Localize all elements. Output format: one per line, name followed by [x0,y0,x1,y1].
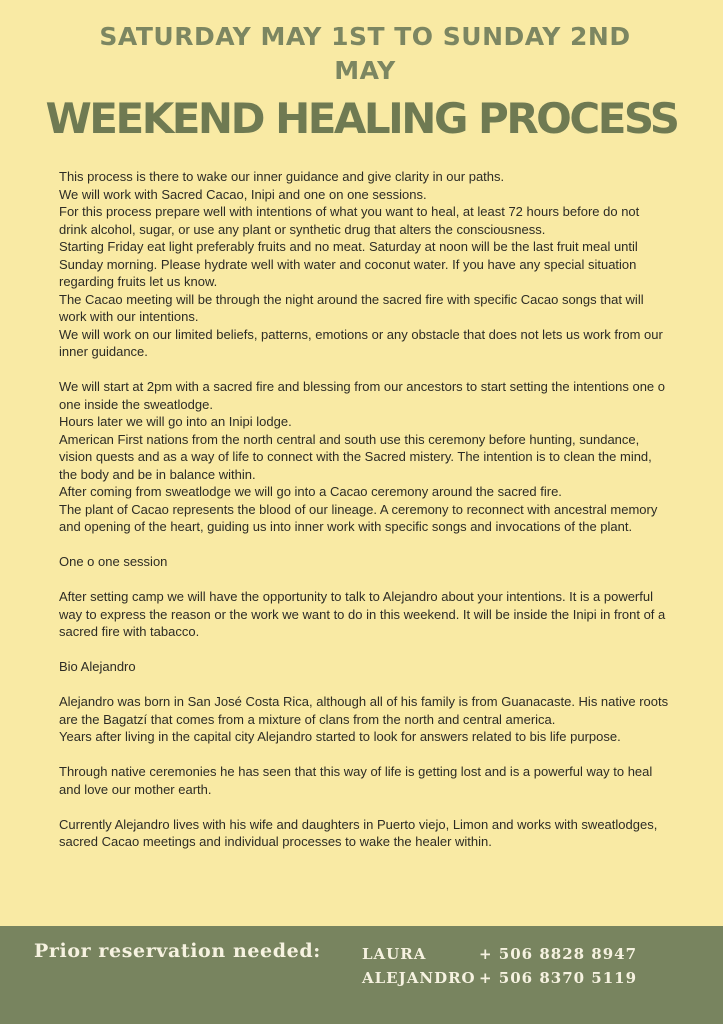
paragraph-spacer [59,798,669,816]
contact-name: ALEJANDRO [362,969,476,987]
paragraph: After setting camp we will have the opportunity to talk to Alejandro about your intentions. It is a powerful way to express the reason or the work we want to do in this weekend. It will be inside the Inipi in front of a sacred fire with tabacco. [59,589,666,639]
event-date: SATURDAY MAY 1ST TO SUNDAY 2ND MAY [99,22,631,85]
paragraph: This process is there to wake our inner guidance and give clarity in our paths. [59,169,505,184]
paragraph: The Cacao meeting will be through the night around the sacred fire with specific Cacao songs that will work with our intentions. [59,291,644,324]
reservation-footer [0,926,723,1024]
paragraph: Years after living in the capital city Alejandro started to look for answers related to bis life purpose. [59,729,621,744]
paragraph: Starting Friday eat light preferably fruits and no meat. Saturday at noon will be the last fruit meal until Sunday morning. Please hydrate well with water and coconut water. If you have any special situation regarding fruits let us know. [59,239,638,289]
paragraph-spacer [59,571,669,589]
paragraph: One o one session [59,554,168,569]
paragraph: For this process prepare well with intentions of what you want to heal, at least 72 hours before do not drink alcohol, sugar, or use any plant or synthetic drug that alters the consciousness. [59,204,640,237]
contact-alejandro [362,969,637,987]
contact-laura [362,945,637,963]
contact-name: LAURA [362,945,427,963]
paragraph: Bio Alejandro [59,659,136,674]
paragraph: We will work on our limited beliefs, patterns, emotions or any obstacle that does not lets us work from our inner guidance. [59,326,663,359]
paragraph: The plant of Cacao represents the blood of our lineage. A ceremony to reconnect with ancestral memory and opening of the heart, guiding us into inner work with specific songs and invocations of the plant. [59,501,658,534]
paragraph-spacer [59,746,669,764]
paragraph: Hours later we will go into an Inipi lodge. [59,414,292,429]
prior-reservation-label: Prior reservation needed: [34,940,321,962]
paragraph: After coming from sweatlodge we will go into a Cacao ceremony around the sacred fire. [59,484,562,499]
paragraph: We will work with Sacred Cacao, Inipi and one on one sessions. [59,186,427,202]
paragraph: Through native ceremonies he has seen that this way of life is getting lost and is a powerful way to heal and love our mother earth. [59,764,653,797]
paragraph: We will start at 2pm with a sacred fire and blessing from our ancestors to start setting the intentions one o one inside the sweatlodge. [59,379,665,412]
paragraph-spacer [59,676,669,694]
paragraph: American First nations from the north central and south use this ceremony before hunting, sundance, vision quests and as a way of life to connect with the Sacred mistery. The intention is to clean the mind, the body and be in balance within. [59,431,652,482]
contact-phone[interactable]: + 506 8828 8947 [479,945,638,963]
paragraph: Alejandro was born in San José Costa Rica, although all of his family is from Guanacaste. His native roots are the Bagatzí that comes from a mixture of clans from the north and central america. [59,694,669,727]
description-text [59,168,669,851]
paragraph-spacer [59,641,669,659]
paragraph-spacer [59,536,669,554]
page-title: WEEKEND HEALING PROCESS [45,94,678,143]
paragraph-spacer [59,361,669,379]
contact-phone[interactable]: + 506 8370 5119 [479,969,638,987]
paragraph: Currently Alejandro lives with his wife and daughters in Puerto viejo, Limon and works with sweatlodges, sacred Cacao meetings and individual processes to wake the healer within. [59,816,658,849]
